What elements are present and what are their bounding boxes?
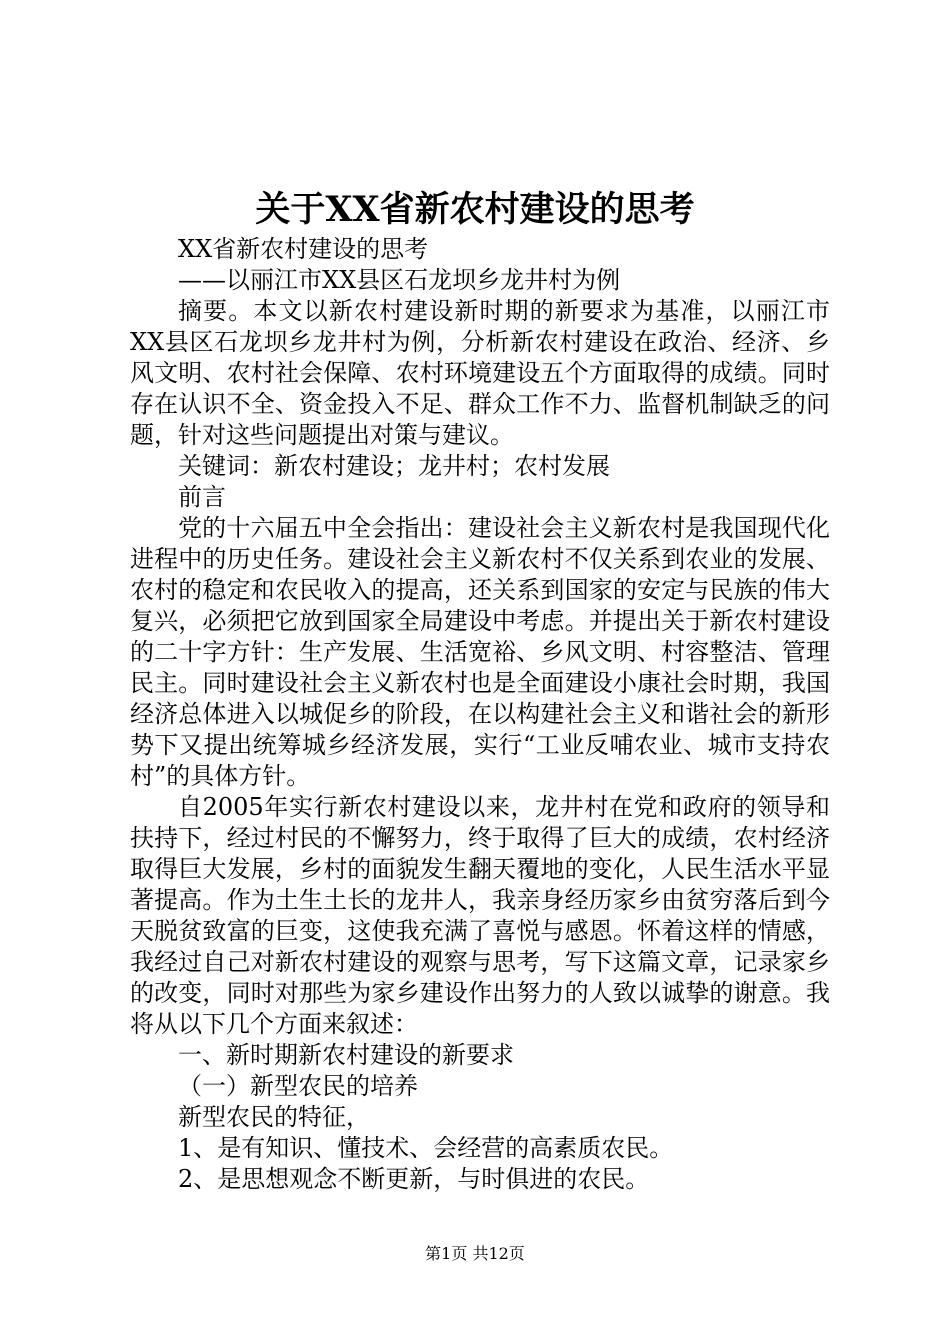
subtitle-line: XX省新农村建设的思考 (178, 235, 429, 263)
document-body (130, 234, 830, 1195)
page-footer: 第1页 共12页 (425, 1244, 525, 1263)
feature-item-1: 1、是有知识、懂技术、会经营的高素质农民。 (178, 1134, 674, 1162)
preface-paragraph-2: 自2005年实行新农村建设以来，龙井村在党和政府的领导和扶持下，经过村民的不懈努力，终于取得了巨大的成绩，农村经济取得巨大发展，乡村的面貌发生翻天覆地的变化，人民生活水平显著提高。作为土生土长的龙井人，我亲身经历家乡由贫穷落后到今天脱贫致富的巨变，这使我充满了喜悦与感恩。怀着这样的情感，我经过自己对新农村建设的观察与思考，写下这篇文章，记录家乡的改变，同时对那些为家乡建设作出努力的人致以诚挚的谢意。我将从以下几个方面来叙述： (130, 793, 830, 1038)
feature-intro-line: 新型农民的特征， (178, 1103, 370, 1131)
feature-item-2: 2、是思想观念不断更新，与时俱进的农民。 (178, 1165, 650, 1193)
subsection-heading-1: （一）新型农民的培养 (178, 1072, 418, 1100)
abstract-paragraph: 摘要。本文以新农村建设新时期的新要求为基准，以丽江市XX县区石龙坝乡龙井村为例，分析新农村建设在政治、经济、乡风文明、农村社会保障、农村环境建设五个方面取得的成绩。同时存在认识不全、资金投入不足、群众工作不力、监督机制缺乏的问题，针对这些问题提出对策与建议。 (130, 297, 830, 449)
section-heading-1: 一、新时期新农村建设的新要求 (178, 1041, 514, 1069)
preface-heading: 前言 (178, 483, 226, 511)
document-title: 关于XX省新农村建设的思考 (255, 189, 695, 230)
preface-paragraph-1: 党的十六届五中全会指出：建设社会主义新农村是我国现代化进程中的历史任务。建设社会主义新农村不仅关系到农业的发展、农村的稳定和农民收入的提高，还关系到国家的安定与民族的伟大复兴，必须把它放到国家全局建设中考虑。并提出关于新农村建设的二十字方针：生产发展、生活宽裕、乡风文明、村容整洁、管理民主。同时建设社会主义新农村也是全面建设小康社会时期，我国经济总体进入以城促乡的阶段，在以构建社会主义和谐社会的新形势下又提出统筹城乡经济发展，实行“工业反哺农业、城市支持农村”的具体方针。 (130, 514, 830, 790)
keywords-line: 关键词：新农村建设；龙井村；农村发展 (178, 452, 610, 480)
subtitle-case-line: ——以丽江市XX县区石龙坝乡龙井村为例 (178, 266, 621, 294)
